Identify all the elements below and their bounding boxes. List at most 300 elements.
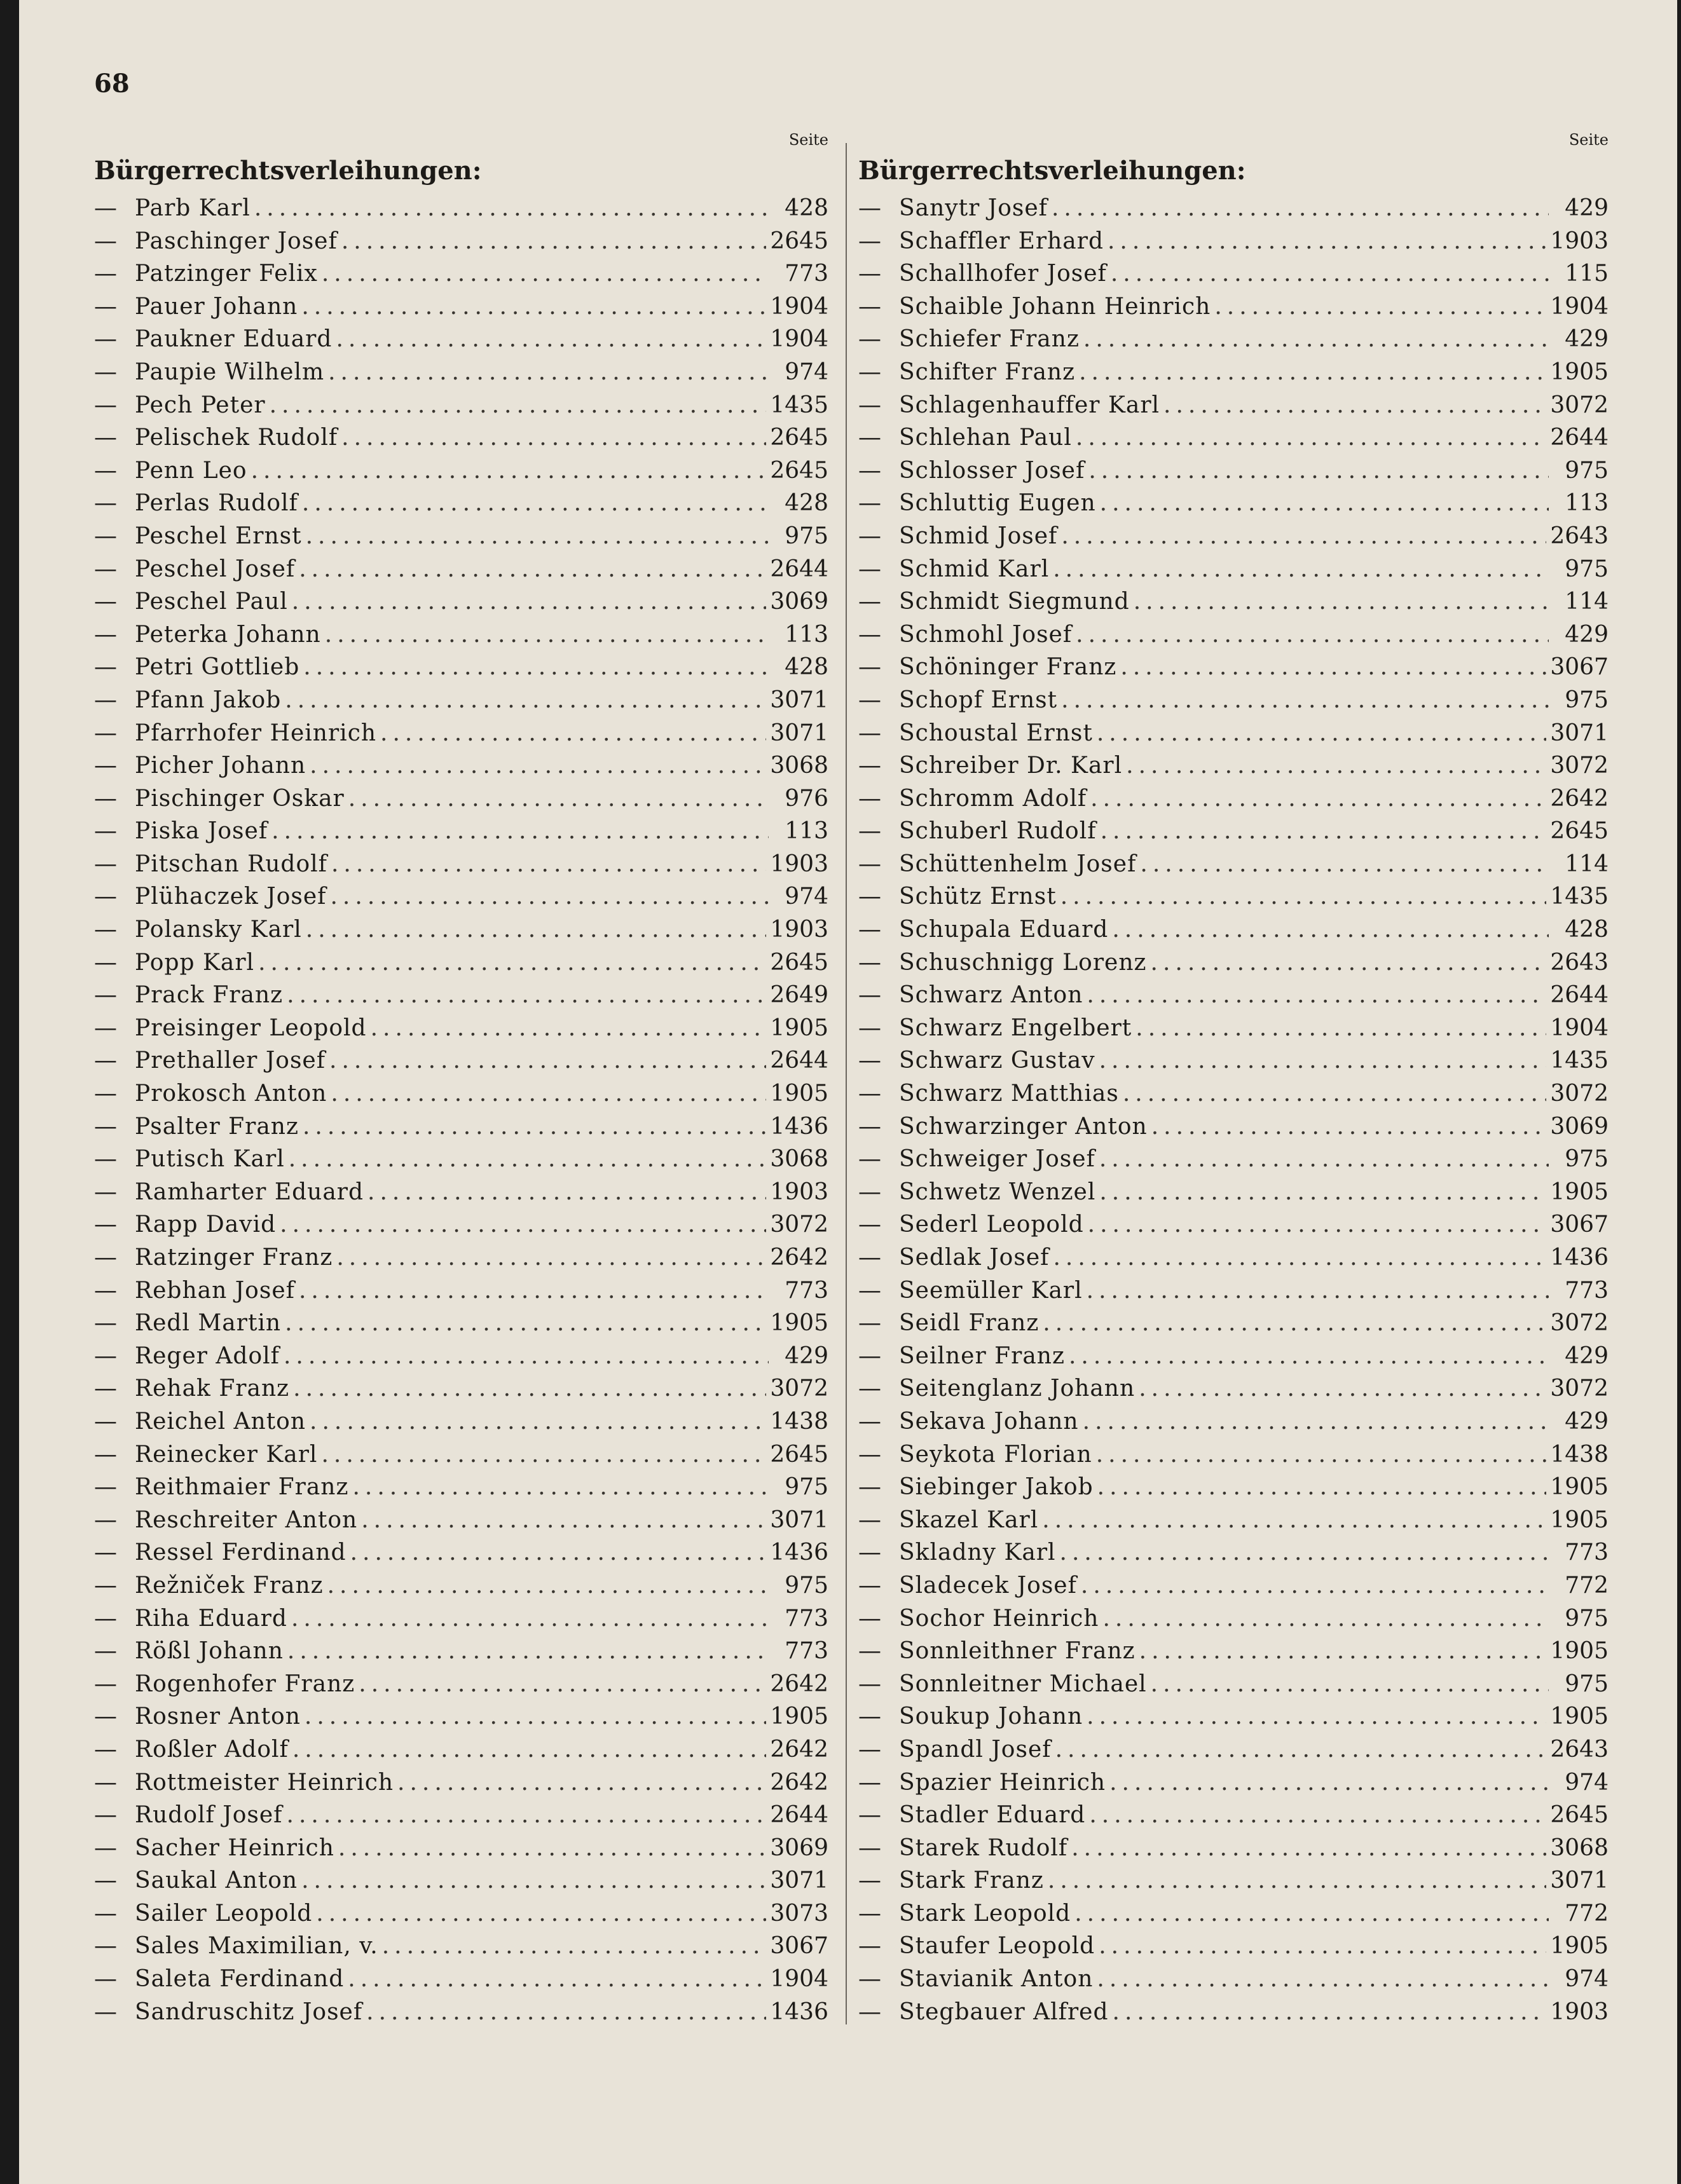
dot-leader [1087, 979, 1546, 1012]
index-entry [858, 1668, 1609, 1701]
dot-leader [1097, 717, 1547, 750]
dot-leader [293, 1372, 766, 1405]
dot-leader [1048, 1864, 1547, 1897]
index-entry [858, 520, 1609, 553]
entry-name: Roßler Adolf [135, 1736, 289, 1763]
entry-page-ref: 2645 [770, 1441, 828, 1468]
entry-dash: — [94, 1638, 117, 1665]
index-entry [94, 520, 828, 553]
entry-dash: — [858, 1441, 881, 1468]
entry-page-ref: 3071 [770, 1506, 828, 1533]
dot-leader [1074, 1897, 1549, 1930]
entry-page-ref: 2642 [770, 1670, 828, 1697]
entry-page-ref: 772 [1565, 1900, 1609, 1927]
entry-dash: — [94, 818, 117, 845]
entry-name: Psalter Franz [135, 1113, 299, 1140]
dot-leader [380, 717, 766, 750]
entry-dash: — [858, 1113, 881, 1140]
entry-dash: — [94, 1670, 117, 1697]
index-entry [94, 1766, 828, 1799]
dot-leader [397, 1766, 766, 1799]
entry-name: Peschel Josef [135, 556, 296, 582]
dot-leader [1134, 585, 1549, 618]
entry-page-ref: 2643 [1550, 522, 1609, 549]
entry-dash: — [858, 1310, 881, 1337]
entry-dash: — [94, 1605, 117, 1632]
index-entry [858, 1208, 1609, 1241]
entry-page-ref: 975 [1565, 1605, 1609, 1632]
entry-dash: — [94, 720, 117, 746]
entry-dash: — [94, 1572, 117, 1599]
entry-page-ref: 975 [1565, 1670, 1609, 1697]
entry-page-ref: 429 [1565, 1408, 1609, 1435]
entry-dash: — [94, 1342, 117, 1369]
entry-name: Schuberl Rudolf [899, 818, 1097, 845]
entry-page-ref: 3071 [770, 1867, 828, 1894]
index-entry [94, 1832, 828, 1865]
index-entry [94, 1110, 828, 1143]
entry-dash: — [94, 785, 117, 812]
index-entry [858, 848, 1609, 881]
index-entry [94, 1864, 828, 1897]
dot-leader [1136, 1012, 1546, 1045]
entry-dash: — [858, 490, 881, 517]
dot-leader [321, 1438, 766, 1471]
right-column [858, 127, 1609, 2028]
entry-dash: — [858, 818, 881, 845]
entry-dash: — [858, 850, 881, 877]
dot-leader [1060, 880, 1547, 913]
dot-leader [1111, 257, 1549, 290]
index-entry [94, 1799, 828, 1832]
entry-dash: — [858, 1670, 881, 1697]
entry-page-ref: 1438 [1550, 1441, 1609, 1468]
index-entry [858, 1602, 1609, 1635]
entry-dash: — [858, 654, 881, 681]
entry-dash: — [858, 228, 881, 254]
index-entry [94, 1504, 828, 1537]
index-entry [858, 1864, 1609, 1897]
dot-leader [258, 946, 766, 979]
entry-page-ref: 429 [1565, 621, 1609, 648]
dot-leader [270, 389, 767, 422]
entry-dash: — [858, 1802, 881, 1829]
entry-page-ref: 3072 [1550, 1081, 1609, 1107]
entry-name: Schmid Josef [899, 522, 1058, 549]
entry-name: Ressel Ferdinand [135, 1539, 346, 1566]
entry-dash: — [94, 1310, 117, 1337]
entry-name: Prokosch Anton [135, 1081, 327, 1107]
dot-leader [1061, 684, 1549, 717]
entry-dash: — [94, 1014, 117, 1041]
dot-leader [361, 1504, 766, 1537]
entry-dash: — [858, 425, 881, 451]
index-entry [858, 618, 1609, 652]
entry-dash: — [858, 1146, 881, 1173]
entry-name: Starek Rudolf [899, 1834, 1068, 1861]
dot-leader [280, 1208, 766, 1241]
entry-name: Reschreiter Anton [135, 1506, 358, 1533]
index-entry [858, 1143, 1609, 1176]
index-entry [94, 1471, 828, 1504]
entry-dash: — [858, 1933, 881, 1960]
entry-dash: — [94, 884, 117, 910]
entry-name: Pech Peter [135, 392, 266, 418]
dot-leader [251, 454, 767, 488]
index-entry [858, 1372, 1609, 1405]
entry-page-ref: 2644 [770, 1048, 828, 1074]
entry-page-ref: 2642 [770, 1736, 828, 1763]
entry-name: Reithmaier Franz [135, 1474, 349, 1501]
entry-page-ref: 113 [1565, 490, 1609, 517]
dot-leader [331, 1077, 766, 1110]
index-entry [94, 1996, 828, 2029]
dot-leader [336, 1241, 766, 1274]
dot-leader [1101, 815, 1547, 848]
entry-page-ref: 1904 [1550, 1014, 1609, 1041]
entry-name: Rößl Johann [135, 1638, 284, 1665]
entry-name: Sochor Heinrich [899, 1605, 1099, 1632]
entry-page-ref: 1903 [770, 1178, 828, 1205]
dot-leader [302, 487, 769, 520]
entry-dash: — [94, 1998, 117, 2025]
entry-page-ref: 975 [785, 1474, 828, 1501]
entry-dash: — [858, 1900, 881, 1927]
entry-name: Stegbauer Alfred [899, 1998, 1109, 2025]
index-entry [94, 782, 828, 816]
index-entry [94, 684, 828, 717]
index-entry [858, 290, 1609, 324]
entry-page-ref: 2644 [1550, 982, 1609, 1009]
index-entry [94, 1963, 828, 1996]
entry-page-ref: 3068 [770, 1146, 828, 1173]
entry-page-ref: 2645 [770, 228, 828, 254]
index-entry [858, 913, 1609, 946]
entry-dash: — [858, 949, 881, 976]
index-entry [858, 1569, 1609, 1602]
entry-name: Parb Karl [135, 195, 250, 221]
entry-dash: — [94, 326, 117, 353]
index-entry [858, 1405, 1609, 1438]
entry-dash: — [858, 392, 881, 418]
index-entry [94, 1668, 828, 1701]
dot-leader [1088, 454, 1549, 488]
entry-page-ref: 2644 [770, 1802, 828, 1829]
entry-name: Skazel Karl [899, 1506, 1039, 1533]
entry-page-ref: 2644 [770, 556, 828, 582]
entry-page-ref: 3072 [770, 1211, 828, 1238]
entry-page-ref: 1903 [770, 850, 828, 877]
entry-page-ref: 113 [785, 621, 828, 648]
entry-name: Prethaller Josef [135, 1048, 326, 1074]
entry-page-ref: 1435 [770, 392, 828, 418]
entry-name: Schmohl Josef [899, 621, 1073, 648]
entry-name: Sanytr Josef [899, 195, 1048, 221]
entry-page-ref: 2642 [770, 1245, 828, 1271]
entry-dash: — [94, 1211, 117, 1238]
index-entry [94, 454, 828, 488]
entry-name: Patzinger Felix [135, 261, 318, 287]
section-title-left: Bürgerrechtsverleihungen: [94, 156, 482, 186]
entry-dash: — [94, 1703, 117, 1730]
index-entry [858, 585, 1609, 618]
index-entry [94, 1340, 828, 1373]
dot-leader [1120, 651, 1546, 684]
entry-dash: — [858, 1277, 881, 1304]
entry-page-ref: 2645 [770, 425, 828, 451]
index-entry [858, 1077, 1609, 1110]
entry-page-ref: 1435 [1550, 884, 1609, 910]
entry-name: Rogenhofer Franz [135, 1670, 355, 1697]
entry-page-ref: 1438 [770, 1408, 828, 1435]
index-entry [94, 815, 828, 848]
entry-dash: — [94, 1539, 117, 1566]
entry-dash: — [858, 982, 881, 1009]
dot-leader [1060, 1536, 1549, 1569]
dot-leader [371, 1012, 767, 1045]
dot-leader [322, 257, 769, 290]
entry-page-ref: 428 [785, 490, 828, 517]
entry-dash: — [94, 949, 117, 976]
dot-leader [1079, 356, 1546, 389]
entry-name: Riha Eduard [135, 1605, 287, 1632]
entry-name: Schlosser Josef [899, 457, 1085, 484]
entry-page-ref: 1436 [770, 1998, 828, 2025]
entry-name: Schmidt Siegmund [899, 589, 1130, 615]
dot-leader [310, 749, 766, 782]
entry-list-right [858, 192, 1609, 2028]
dot-leader [1053, 553, 1549, 586]
entry-name: Seilner Franz [899, 1342, 1065, 1369]
dot-leader [306, 913, 767, 946]
entry-dash: — [94, 1375, 117, 1402]
entry-page-ref: 1903 [1550, 228, 1609, 254]
entry-name: Schiefer Franz [899, 326, 1080, 353]
entry-name: Plühaczek Josef [135, 884, 327, 910]
entry-page-ref: 1905 [1550, 1933, 1609, 1960]
entry-name: Schluttig Eugen [899, 490, 1096, 517]
entry-dash: — [858, 293, 881, 320]
entry-dash: — [858, 1506, 881, 1533]
entry-name: Sladecek Josef [899, 1572, 1077, 1599]
entry-name: Sonnleithner Franz [899, 1638, 1136, 1665]
entry-page-ref: 974 [785, 358, 828, 385]
entry-page-ref: 1905 [1550, 1638, 1609, 1665]
dot-leader [341, 421, 766, 454]
entry-page-ref: 1905 [1550, 1178, 1609, 1205]
dot-leader [303, 651, 769, 684]
seite-label-left: Seite [788, 131, 828, 149]
dot-leader [1139, 1635, 1547, 1668]
entry-name: Seidl Franz [899, 1310, 1039, 1337]
index-entry [858, 1471, 1609, 1504]
entry-dash: — [858, 195, 881, 221]
dot-leader [1100, 487, 1549, 520]
entry-name: Peschel Ernst [135, 522, 302, 549]
entry-page-ref: 772 [1565, 1572, 1609, 1599]
index-entry [94, 1602, 828, 1635]
entry-dash: — [94, 1933, 117, 1960]
index-entry [858, 1044, 1609, 1077]
dot-leader [301, 290, 766, 324]
index-entry [858, 1963, 1609, 1996]
entry-page-ref: 1905 [1550, 1506, 1609, 1533]
dot-leader [301, 1864, 766, 1897]
index-entry [858, 389, 1609, 422]
entry-name: Staufer Leopold [899, 1933, 1095, 1960]
entry-page-ref: 115 [1565, 261, 1609, 287]
entry-dash: — [94, 1081, 117, 1107]
entry-dash: — [94, 1900, 117, 1927]
entry-page-ref: 2643 [1550, 949, 1609, 976]
index-entry [94, 1700, 828, 1733]
index-entry [94, 1897, 828, 1930]
entry-dash: — [858, 1572, 881, 1599]
entry-page-ref: 1904 [770, 1966, 828, 1993]
entry-page-ref: 1436 [1550, 1245, 1609, 1271]
entry-page-ref: 3072 [770, 1375, 828, 1402]
entry-dash: — [858, 917, 881, 943]
entry-name: Skladny Karl [899, 1539, 1056, 1566]
entry-dash: — [94, 1048, 117, 1074]
entry-page-ref: 429 [1565, 1342, 1609, 1369]
entry-name: Sekava Johann [899, 1408, 1079, 1435]
index-entry [858, 815, 1609, 848]
dot-leader [1087, 1274, 1549, 1307]
entry-page-ref: 974 [785, 884, 828, 910]
entry-page-ref: 3068 [1550, 1834, 1609, 1861]
entry-page-ref: 114 [1565, 589, 1609, 615]
index-entry [94, 1569, 828, 1602]
dot-leader [284, 1340, 769, 1373]
dot-leader [316, 1897, 766, 1930]
entry-name: Spazier Heinrich [899, 1769, 1106, 1796]
entry-name: Schreiber Dr. Karl [899, 753, 1123, 779]
entry-page-ref: 975 [785, 1572, 828, 1599]
entry-page-ref: 975 [1565, 457, 1609, 484]
index-entry [858, 880, 1609, 913]
entry-name: Schwarz Engelbert [899, 1014, 1132, 1041]
index-entry [858, 782, 1609, 816]
entry-name: Rehak Franz [135, 1375, 290, 1402]
entry-page-ref: 2645 [770, 457, 828, 484]
entry-page-ref: 2644 [1550, 425, 1609, 451]
index-entry [94, 225, 828, 258]
dot-leader [1097, 1963, 1549, 1996]
entry-name: Preisinger Leopold [135, 1014, 367, 1041]
entry-page-ref: 2645 [1550, 1802, 1609, 1829]
entry-page-ref: 1905 [770, 1014, 828, 1041]
dot-leader [1151, 1668, 1549, 1701]
entry-page-ref: 1904 [1550, 293, 1609, 320]
page-number: 68 [94, 69, 130, 99]
entry-page-ref: 3069 [770, 589, 828, 615]
entry-name: Seitenglanz Johann [899, 1375, 1136, 1402]
index-entry [858, 1536, 1609, 1569]
entry-dash: — [858, 1048, 881, 1074]
entry-name: Schlagenhauffer Karl [899, 392, 1160, 418]
entry-name: Spandl Josef [899, 1736, 1052, 1763]
entry-dash: — [94, 1474, 117, 1501]
index-entry [858, 1832, 1609, 1865]
entry-name: Schuschnigg Lorenz [899, 949, 1147, 976]
entry-name: Rottmeister Heinrich [135, 1769, 394, 1796]
dot-leader [336, 323, 766, 356]
index-entry [94, 389, 828, 422]
dot-leader [367, 1176, 766, 1209]
entry-dash: — [94, 261, 117, 287]
entry-dash: — [94, 1245, 117, 1271]
entry-name: Schwarz Matthias [899, 1081, 1119, 1107]
entry-dash: — [858, 1605, 881, 1632]
entry-dash: — [858, 1375, 881, 1402]
entry-name: Sederl Leopold [899, 1211, 1084, 1238]
entry-page-ref: 976 [785, 785, 828, 812]
entry-dash: — [94, 621, 117, 648]
dot-leader [1090, 782, 1546, 816]
entry-page-ref: 3072 [1550, 1375, 1609, 1402]
entry-dash: — [858, 686, 881, 713]
dot-leader [1102, 1602, 1549, 1635]
entry-name: Schwarz Anton [899, 982, 1083, 1009]
dot-leader [366, 1996, 766, 2029]
entry-dash: — [858, 1178, 881, 1205]
entry-dash: — [94, 358, 117, 385]
entry-name: Schupala Eduard [899, 917, 1109, 943]
entry-page-ref: 3069 [1550, 1113, 1609, 1140]
dot-leader [254, 192, 769, 225]
entry-name: Schwarzinger Anton [899, 1113, 1148, 1140]
index-entry [94, 717, 828, 750]
dot-leader [1140, 848, 1549, 881]
entry-dash: — [94, 1834, 117, 1861]
index-entry [94, 1635, 828, 1668]
dot-leader [1126, 749, 1546, 782]
entry-name: Schoustal Ernst [899, 720, 1093, 746]
entry-page-ref: 113 [785, 818, 828, 845]
index-entry [858, 454, 1609, 488]
entry-name: Schallhofer Josef [899, 261, 1107, 287]
entry-name: Schmid Karl [899, 556, 1050, 582]
entry-name: Schopf Ernst [899, 686, 1058, 713]
index-entry [94, 1438, 828, 1471]
document-page [19, 0, 1677, 2184]
entry-name: Petri Gottlieb [135, 654, 300, 681]
entry-name: Schütz Ernst [899, 884, 1057, 910]
entry-dash: — [94, 654, 117, 681]
dot-leader [303, 1110, 766, 1143]
dot-leader [287, 1635, 769, 1668]
entry-page-ref: 773 [785, 261, 828, 287]
entry-dash: — [94, 1506, 117, 1533]
entry-dash: — [858, 1408, 881, 1435]
dot-leader [1076, 421, 1547, 454]
index-entry [94, 257, 828, 290]
entry-dash: — [94, 425, 117, 451]
entry-dash: — [94, 1736, 117, 1763]
dot-leader [1089, 1799, 1546, 1832]
entry-name: Sacher Heinrich [135, 1834, 334, 1861]
entry-page-ref: 975 [785, 522, 828, 549]
dot-leader [1151, 1110, 1547, 1143]
dot-leader [352, 1471, 769, 1504]
entry-name: Seemüller Karl [899, 1277, 1083, 1304]
index-entry [94, 946, 828, 979]
entry-name: Pischinger Oskar [135, 785, 345, 812]
entry-page-ref: 1903 [770, 917, 828, 943]
dot-leader [325, 618, 769, 652]
entry-name: Reichel Anton [135, 1408, 306, 1435]
